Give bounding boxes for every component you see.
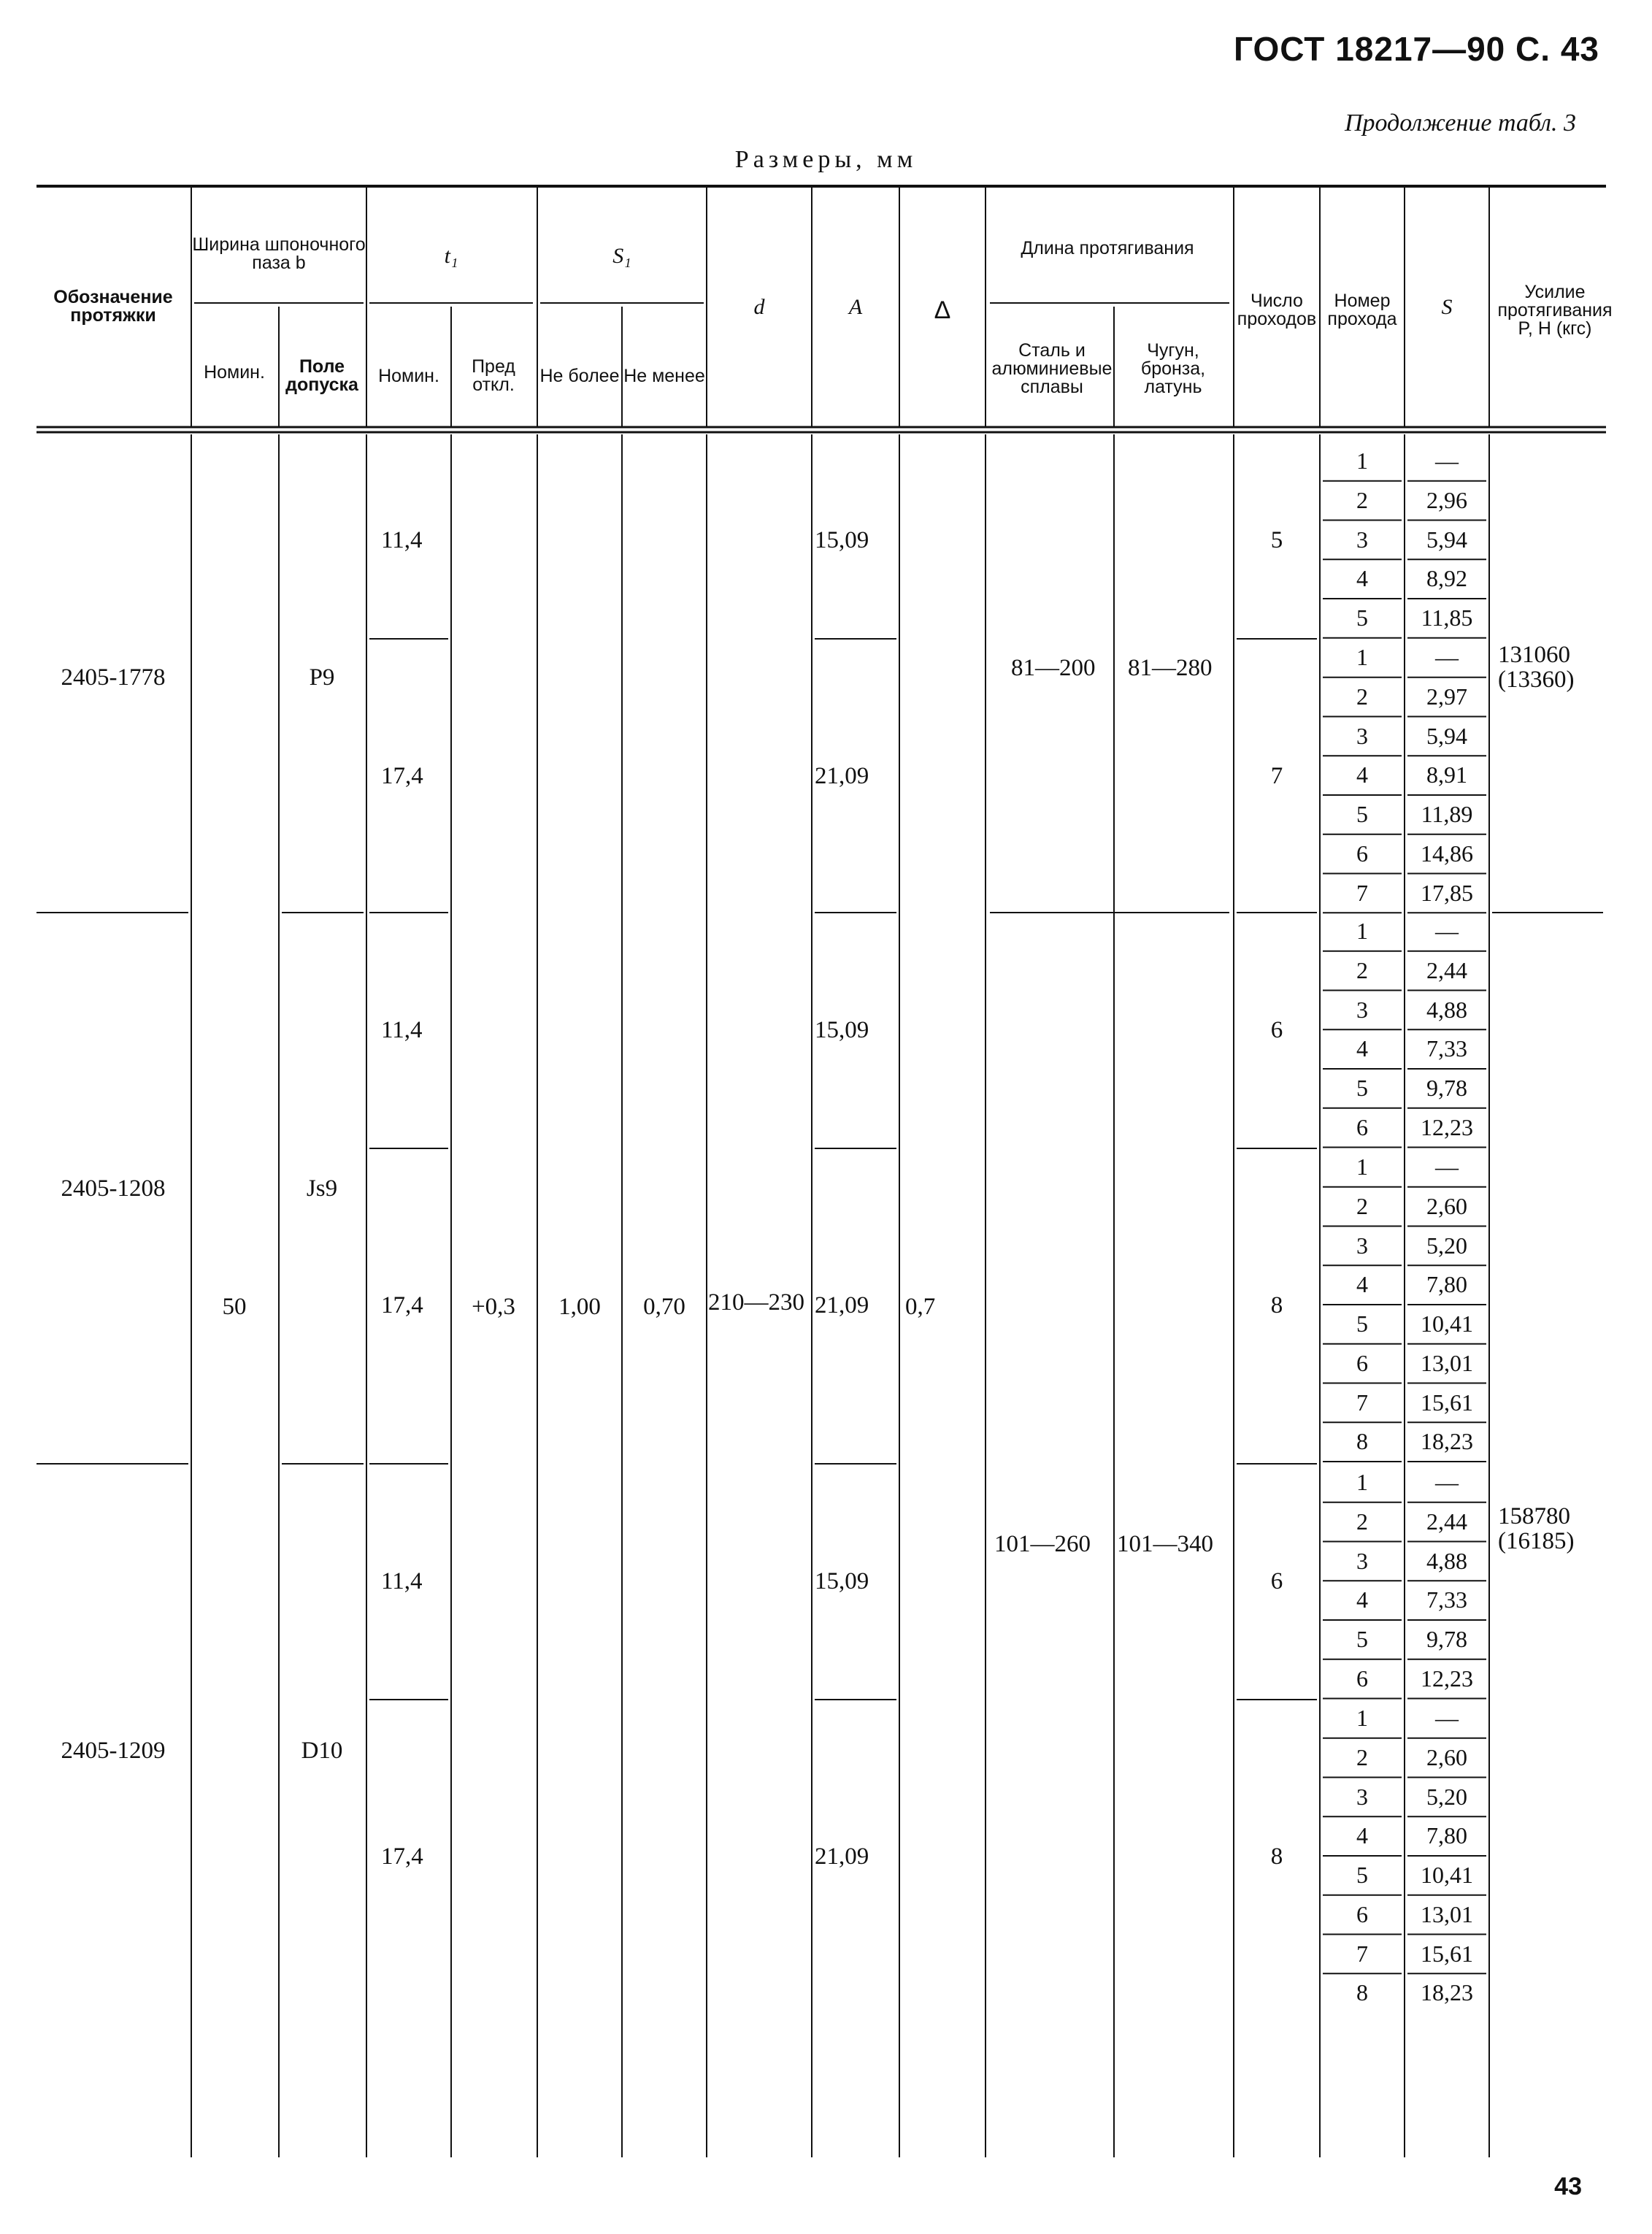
- force-cell: 131060 (13360): [1498, 642, 1575, 693]
- a-cell: 15,09: [815, 527, 869, 554]
- header-s: S: [1441, 294, 1453, 319]
- header-t1-nom: Номин.: [378, 365, 439, 386]
- s-value-cell: 18,23: [1421, 1979, 1473, 2006]
- pass-number-cell: 4: [1356, 1822, 1368, 1849]
- s-value-cell: 7,80: [1426, 1822, 1467, 1849]
- s-value-cell: 14,86: [1421, 840, 1473, 867]
- pass-number-cell: 7: [1356, 879, 1368, 906]
- passes-cell: 5: [1270, 527, 1283, 554]
- tolerance-cell: P9: [309, 664, 335, 691]
- header-length-steel: Сталь и алюминиевые сплавы: [991, 339, 1113, 397]
- force-cell: 158780 (16185): [1498, 1503, 1575, 1554]
- header-d: d: [753, 294, 765, 319]
- header-force: Усилие протягивания P, Н (кгс): [1497, 281, 1613, 339]
- pass-number-cell: 5: [1356, 801, 1368, 827]
- length-steel-cell: 101—260: [994, 1531, 1091, 1557]
- s-value-cell: 7,33: [1426, 1586, 1467, 1613]
- header-b-tolerance: Поле допуска: [285, 356, 358, 395]
- designation-cell: 2405-1209: [61, 1737, 166, 1764]
- pass-number-cell: 2: [1356, 1192, 1368, 1219]
- d-cell: 210—230: [708, 1289, 804, 1316]
- pass-number-cell: 3: [1356, 722, 1368, 749]
- s-value-cell: 9,78: [1426, 1626, 1467, 1652]
- pass-number-cell: 6: [1356, 1113, 1368, 1140]
- passes-cell: 8: [1270, 1292, 1283, 1318]
- pass-number-cell: 1: [1356, 1469, 1368, 1495]
- pass-number-cell: 4: [1356, 761, 1368, 788]
- pass-number-cell: 6: [1356, 1665, 1368, 1692]
- s-value-cell: 9,78: [1426, 1075, 1467, 1101]
- s-value-cell: 15,61: [1421, 1389, 1473, 1416]
- pass-number-cell: 5: [1356, 604, 1368, 631]
- pass-number-cell: 3: [1356, 1783, 1368, 1810]
- pass-number-cell: 3: [1356, 1547, 1368, 1574]
- s-value-cell: 5,94: [1426, 526, 1467, 553]
- header-passes: Число проходов: [1237, 291, 1317, 329]
- s-value-cell: 17,85: [1421, 879, 1473, 906]
- s-value-cell: 15,61: [1421, 1940, 1473, 1967]
- s-value-cell: 10,41: [1421, 1862, 1473, 1888]
- pass-number-cell: 4: [1356, 1035, 1368, 1062]
- pass-number-cell: 7: [1356, 1940, 1368, 1967]
- s-value-cell: 4,88: [1426, 996, 1467, 1023]
- s-value-cell: 2,60: [1426, 1743, 1467, 1770]
- pass-number-cell: 1: [1356, 644, 1368, 670]
- t1-cell: 11,4: [381, 1568, 423, 1595]
- t1-cell: 17,4: [381, 1843, 423, 1870]
- length-steel-cell: 81—200: [1011, 655, 1096, 681]
- a-cell: 15,09: [815, 1017, 869, 1044]
- pass-number-cell: 4: [1356, 1271, 1368, 1298]
- s-value-cell: 2,60: [1426, 1192, 1467, 1219]
- s-value-cell: —: [1435, 1154, 1459, 1180]
- a-cell: 15,09: [815, 1568, 869, 1595]
- s-value-cell: 12,23: [1421, 1665, 1473, 1692]
- pass-number-cell: 3: [1356, 1232, 1368, 1259]
- header-s1-max: Не более: [539, 365, 620, 386]
- pass-number-cell: 6: [1356, 1900, 1368, 1927]
- pass-number-cell: 8: [1356, 1979, 1368, 2006]
- s-value-cell: —: [1435, 644, 1459, 670]
- s-value-cell: 13,01: [1421, 1900, 1473, 1927]
- passes-cell: 6: [1270, 1017, 1283, 1044]
- s-value-cell: 8,91: [1426, 761, 1467, 788]
- delta-cell: 0,7: [905, 1294, 936, 1320]
- pass-number-cell: 8: [1356, 1428, 1368, 1455]
- length-cast-cell: 81—280: [1128, 655, 1213, 681]
- pass-number-cell: 7: [1356, 1389, 1368, 1416]
- s-value-cell: 5,94: [1426, 722, 1467, 749]
- s-value-cell: —: [1435, 448, 1459, 474]
- s1-max-cell: 1,00: [558, 1294, 601, 1320]
- pass-number-cell: 5: [1356, 1075, 1368, 1101]
- header-t1-group: t₁: [444, 243, 458, 268]
- pass-number-cell: 1: [1356, 1154, 1368, 1180]
- header-t1-dev: Пред откл.: [472, 356, 515, 395]
- table-continuation-note: Продолжение табл. 3: [1344, 110, 1576, 137]
- header-pass-number: Номер прохода: [1327, 291, 1397, 329]
- header-b-nom: Номин.: [204, 361, 265, 383]
- passes-cell: 8: [1270, 1843, 1283, 1870]
- header-length-cast: Чугун, бронза, латунь: [1140, 339, 1206, 397]
- pass-number-cell: 5: [1356, 1626, 1368, 1652]
- pass-number-cell: 4: [1356, 1586, 1368, 1613]
- pass-number-cell: 1: [1356, 918, 1368, 944]
- s-value-cell: 7,80: [1426, 1271, 1467, 1298]
- t1-cell: 11,4: [381, 527, 423, 554]
- s-value-cell: 4,88: [1426, 1547, 1467, 1574]
- dimensions-caption: Размеры, мм: [734, 146, 918, 173]
- t1-cell: 17,4: [381, 1292, 423, 1318]
- pass-number-cell: 3: [1356, 526, 1368, 553]
- designation-cell: 2405-1778: [61, 664, 166, 691]
- header-a: A: [848, 294, 863, 319]
- b-nominal-cell: 50: [222, 1294, 247, 1320]
- s-value-cell: 11,89: [1421, 801, 1473, 827]
- length-cast-cell: 101—340: [1117, 1531, 1213, 1557]
- header-delta: Δ: [934, 296, 951, 324]
- pass-number-cell: 5: [1356, 1862, 1368, 1888]
- page-number: 43: [1554, 2173, 1582, 2200]
- pass-number-cell: 2: [1356, 1508, 1368, 1535]
- header-b-group: Ширина шпоночного паза b: [192, 234, 366, 273]
- s-value-cell: 18,23: [1421, 1428, 1473, 1455]
- a-cell: 21,09: [815, 1292, 869, 1318]
- pass-number-cell: 5: [1356, 1310, 1368, 1337]
- header-designation: Обозначение протяжки: [53, 287, 173, 326]
- s-value-cell: 12,23: [1421, 1113, 1473, 1140]
- passes-cell: 6: [1270, 1568, 1283, 1595]
- passes-cell: 7: [1270, 763, 1283, 790]
- a-cell: 21,09: [815, 763, 869, 790]
- pass-number-cell: 2: [1356, 1743, 1368, 1770]
- pass-number-cell: 3: [1356, 996, 1368, 1023]
- pass-number-cell: 1: [1356, 1705, 1368, 1731]
- pass-number-cell: 1: [1356, 448, 1368, 474]
- s-value-cell: —: [1435, 1469, 1459, 1495]
- s-value-cell: 7,33: [1426, 1035, 1467, 1062]
- pass-number-cell: 2: [1356, 956, 1368, 983]
- s-value-cell: 2,44: [1426, 1508, 1467, 1535]
- s-value-cell: —: [1435, 918, 1459, 944]
- s1-min-cell: 0,70: [643, 1294, 685, 1320]
- s-value-cell: —: [1435, 1705, 1459, 1731]
- designation-cell: 2405-1208: [61, 1175, 166, 1202]
- pass-number-cell: 4: [1356, 565, 1368, 592]
- header-s1-group: S₁: [612, 243, 631, 268]
- s-value-cell: 8,92: [1426, 565, 1467, 592]
- document-title: ГОСТ 18217—90 С. 43: [1233, 30, 1599, 68]
- header-length-group: Длина протягивания: [1021, 237, 1194, 258]
- tolerance-cell: Js9: [306, 1175, 338, 1202]
- s-value-cell: 5,20: [1426, 1232, 1467, 1259]
- t1-deviation-cell: +0,3: [472, 1294, 515, 1320]
- tolerance-cell: D10: [301, 1737, 343, 1764]
- pass-number-cell: 6: [1356, 1349, 1368, 1376]
- a-cell: 21,09: [815, 1843, 869, 1870]
- t1-cell: 11,4: [381, 1017, 423, 1044]
- t1-cell: 17,4: [381, 763, 423, 790]
- header-s1-min: Не менее: [623, 365, 705, 386]
- s-value-cell: 2,97: [1426, 683, 1467, 710]
- s-value-cell: 10,41: [1421, 1310, 1473, 1337]
- pass-number-cell: 2: [1356, 486, 1368, 513]
- s-value-cell: 2,96: [1426, 486, 1467, 513]
- pass-number-cell: 6: [1356, 840, 1368, 867]
- s-value-cell: 5,20: [1426, 1783, 1467, 1810]
- s-value-cell: 2,44: [1426, 956, 1467, 983]
- s-value-cell: 11,85: [1421, 604, 1473, 631]
- pass-number-cell: 2: [1356, 683, 1368, 710]
- s-value-cell: 13,01: [1421, 1349, 1473, 1376]
